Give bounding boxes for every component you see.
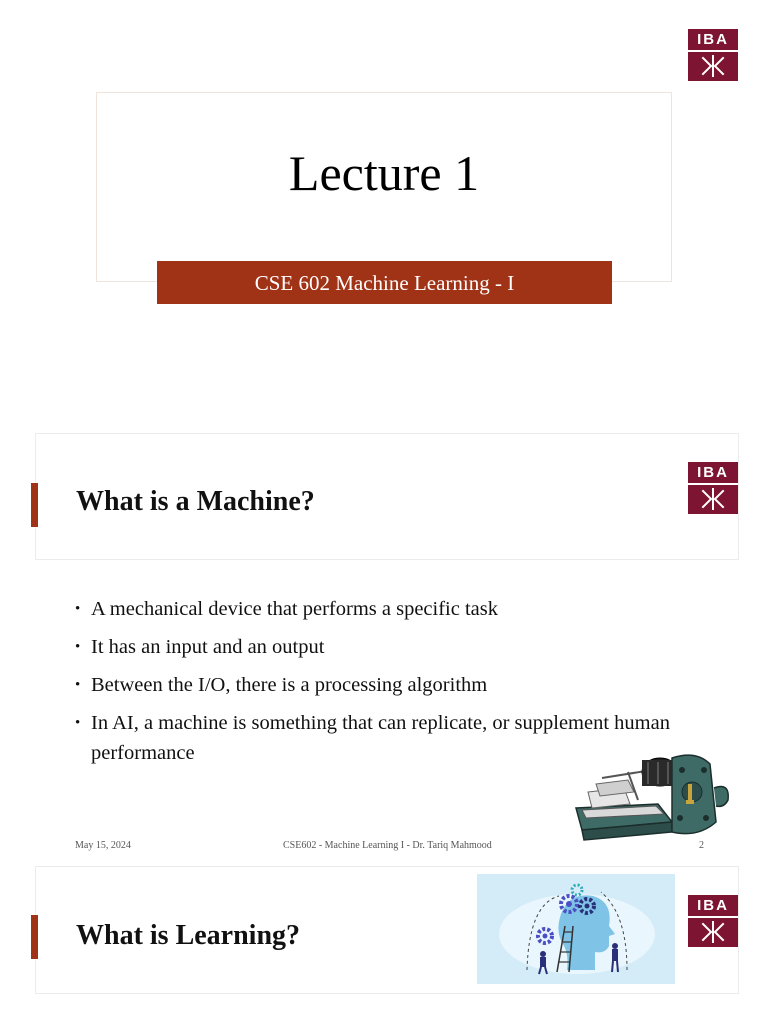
bullet-item: • It has an input and an output	[75, 632, 685, 662]
iba-logo	[688, 29, 738, 81]
iba-logo-text: IBA	[688, 462, 738, 483]
slide2-heading: What is a Machine?	[76, 486, 315, 517]
slide3-heading: What is Learning?	[76, 920, 301, 951]
footer-course: CSE602 - Machine Learning I - Dr. Tariq Mahmood	[283, 840, 492, 851]
bullet-item: • In AI, a machine is something that can replicate, or supplement human performance	[75, 708, 685, 768]
lecture-title: Lecture 1	[288, 145, 480, 201]
footer-date: May 15, 2024	[75, 840, 131, 851]
learning-illustration	[477, 874, 675, 984]
printing-press-illustration	[568, 748, 736, 844]
iba-logo-text: IBA	[688, 895, 738, 916]
iba-logo	[688, 895, 738, 947]
iba-logo-text: IBA	[688, 29, 738, 50]
iba-emblem-icon	[688, 52, 738, 81]
course-subtitle: CSE 602 Machine Learning - I	[157, 261, 612, 304]
bullet-dot-icon: •	[75, 715, 81, 731]
footer-page-number: 2	[699, 840, 704, 851]
bullet-item: • A mechanical device that performs a specific task	[75, 594, 685, 624]
heading-accent-bar	[31, 483, 38, 527]
iba-emblem-icon	[688, 485, 738, 514]
iba-emblem-icon	[688, 918, 738, 947]
bullet-dot-icon: •	[75, 677, 81, 693]
iba-logo	[688, 462, 738, 514]
heading-accent-bar	[31, 915, 38, 959]
bullet-dot-icon: •	[75, 639, 81, 655]
bullet-dot-icon: •	[75, 601, 81, 617]
bullet-item: • Between the I/O, there is a processing algorithm	[75, 670, 685, 700]
